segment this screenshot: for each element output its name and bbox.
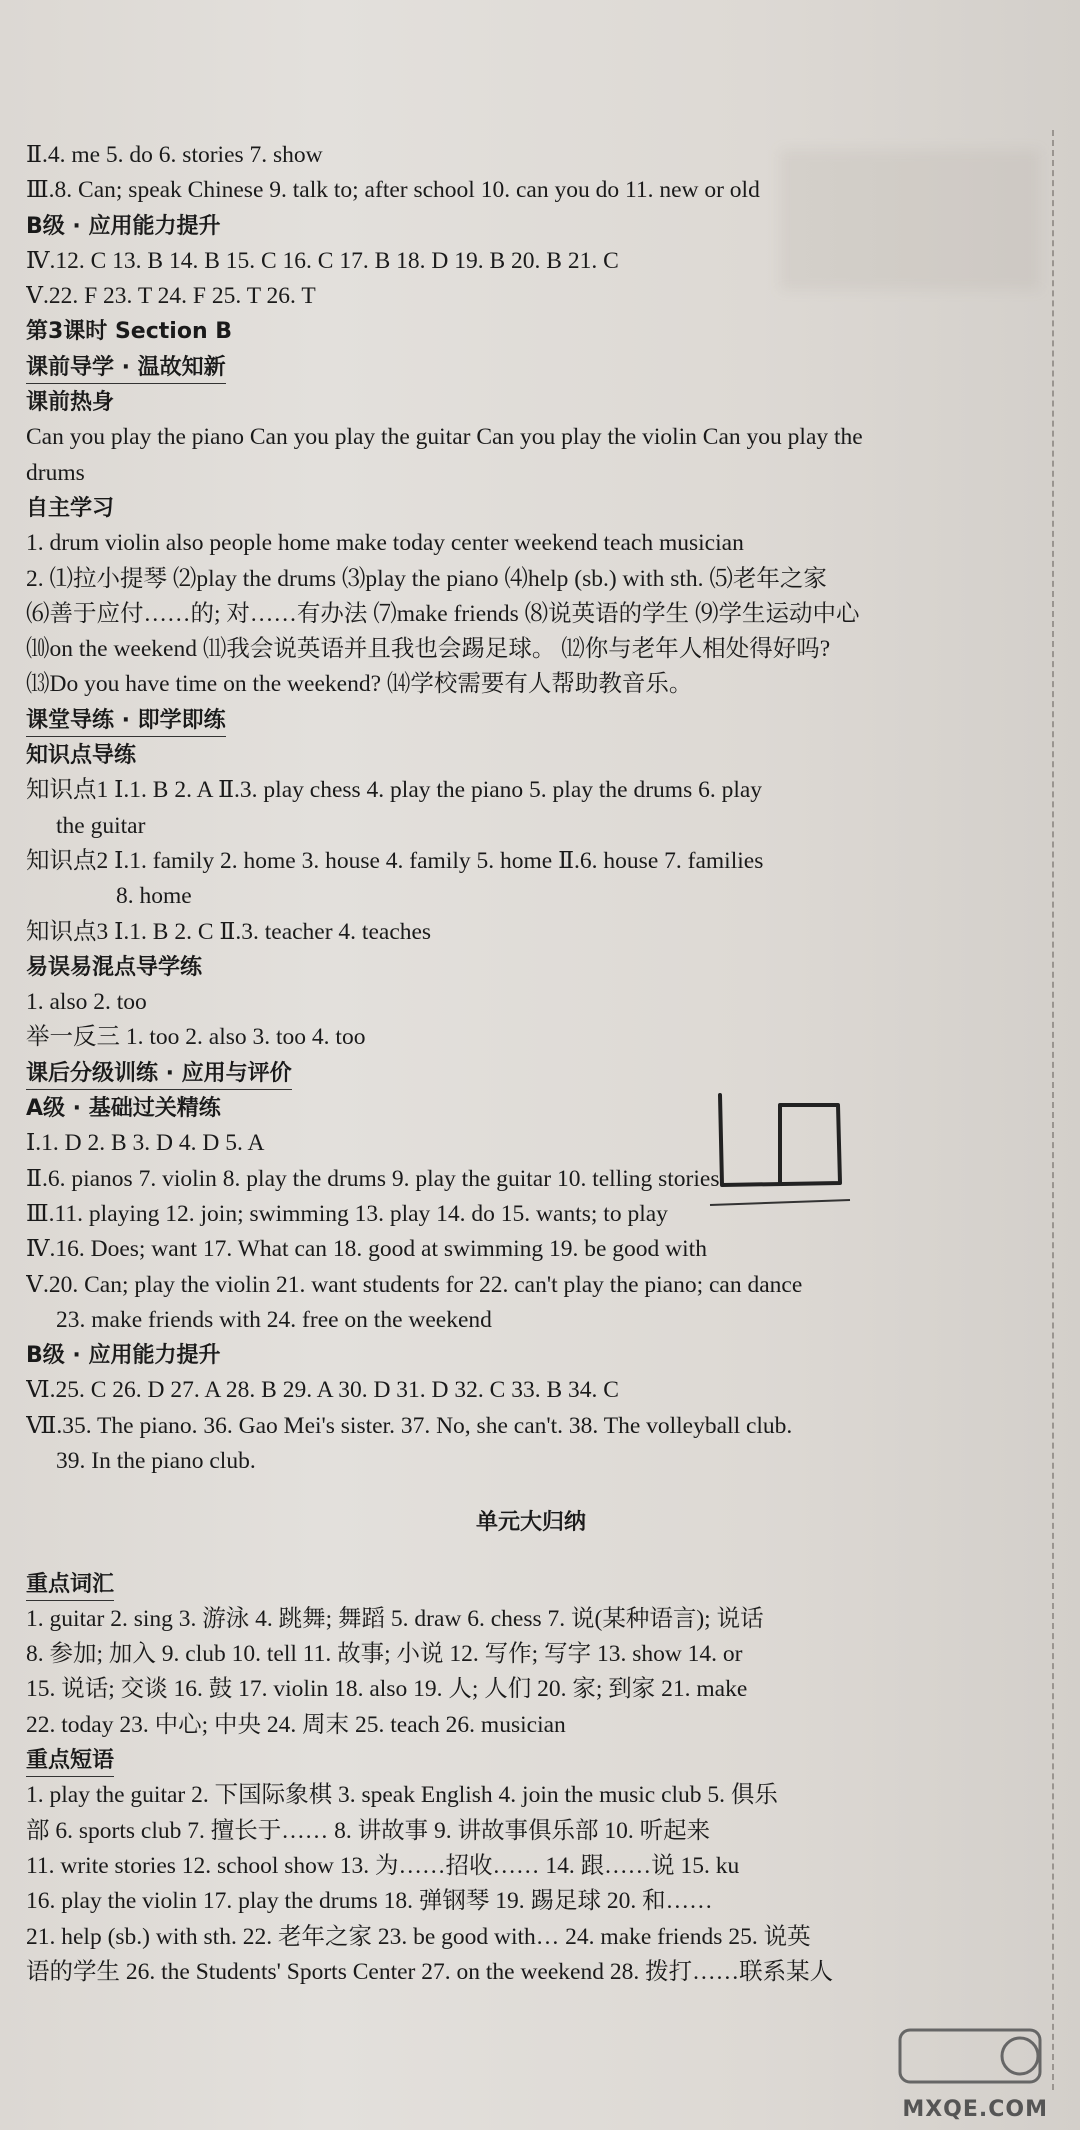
text-line (26, 703, 1036, 738)
text-line: 第3课时 Section B (26, 319, 233, 345)
section-heading: 课后分级训练 · 应用与评价 (26, 1059, 292, 1090)
text-line: Ⅲ.8. Can; speak Chinese 9. talk to; after school 10. can you do 11. new or old (26, 177, 760, 204)
text-line: Ⅶ.35. The piano. 36. Gao Mei's sister. 37. No, she can't. 38. The volleyball club. (26, 1412, 793, 1439)
section-heading: 重点短语 (26, 1746, 114, 1777)
text-line: Ⅳ.16. Does; want 17. What can 18. good at swimming 19. be good with (26, 1236, 707, 1263)
text-line: 单元大归纳 (475, 1510, 586, 1536)
text-line: 21. help (sb.) with sth. 22. 老年之家 23. be good with… 24. make friends 25. 说英 (26, 1923, 811, 1950)
section-heading: 重点词汇 (26, 1570, 114, 1601)
text-line: Ⅲ.11. playing 12. join; swimming 13. play 14. do 15. wants; to play (26, 1200, 668, 1227)
text-line: drums (26, 459, 85, 486)
text-line: Ⅰ.1. D 2. B 3. D 4. D 5. A (26, 1130, 265, 1157)
text-line: 1. drum violin also people home make today center weekend teach musician (26, 530, 744, 557)
text-line: 23. make friends with 24. free on the weekend (56, 1306, 492, 1333)
text-line: Can you play the piano Can you play the guitar Can you play the violin Can you play the (26, 424, 863, 451)
section-heading: 课前导学 · 温故知新 (26, 353, 226, 384)
text-line: 8. home (116, 883, 192, 910)
text-line (26, 1567, 1036, 1602)
text-line: 知识点导练 (26, 743, 137, 769)
text-line: 16. play the violin 17. play the drums 18. 弹钢琴 19. 踢足球 20. 和…… (26, 1888, 713, 1915)
text-line (26, 350, 1036, 385)
text-line: 易误易混点导学练 (26, 954, 203, 980)
text-line: Ⅱ.6. pianos 7. violin 8. play the drums 9. play the guitar 10. telling stories (26, 1165, 720, 1192)
text-line: Ⅴ.22. F 23. T 24. F 25. T 26. T (26, 283, 316, 310)
text-line: B级 · 应用能力提升 (26, 1343, 221, 1369)
text-line: 39. In the piano club. (56, 1447, 256, 1474)
text-line: ⑹善于应付……的; 对……有办法 ⑺make friends ⑻说英语的学生 ⑼学生运动中心 (26, 600, 860, 627)
text-line: 22. today 23. 中心; 中央 24. 周末 25. teach 26. musician (26, 1711, 566, 1738)
text-line: 知识点1 Ⅰ.1. B 2. A Ⅱ.3. play chess 4. play the piano 5. play the drums 6. play (26, 777, 763, 804)
text-line: 语的学生 26. the Students' Sports Center 27. on the weekend 28. 拨打……联系某人 (26, 1958, 834, 1985)
text-line: ⒀Do you have time on the weekend? ⒁学校需要有人帮助教音乐。 (26, 671, 693, 698)
text-line: Ⅳ.12. C 13. B 14. B 15. C 16. C 17. B 18. D 19. B 20. B 21. C (26, 247, 619, 274)
text-line: A级 · 基础过关精练 (26, 1096, 221, 1122)
text-line: 知识点3 Ⅰ.1. B 2. C Ⅱ.3. teacher 4. teaches (26, 918, 432, 945)
text-line: 知识点2 Ⅰ.1. family 2. home 3. house 4. family 5. home Ⅱ.6. house 7. families (26, 847, 764, 874)
text-line: 课前热身 (26, 390, 115, 416)
text-line (26, 1743, 1036, 1778)
section-heading: 课堂导练 · 即学即练 (26, 706, 226, 737)
watermark-text: MXQE.COM (902, 2097, 1048, 2122)
text-line: 8. 参加; 加入 9. club 10. tell 11. 故事; 小说 12. 写作; 写字 13. show 14. or (26, 1641, 743, 1668)
text-line: 1. play the guitar 2. 下国际象棋 3. speak English 4. join the music club 5. 俱乐 (26, 1782, 778, 1809)
text-line: 举一反三 1. too 2. also 3. too 4. too (26, 1024, 366, 1051)
text-line: Ⅵ.25. C 26. D 27. A 28. B 29. A 30. D 31. D 32. C 33. B 34. C (26, 1377, 619, 1404)
text-line: 1. guitar 2. sing 3. 游泳 4. 跳舞; 舞蹈 5. draw 6. chess 7. 说(某种语言); 说话 (26, 1605, 764, 1632)
text-line: 自主学习 (26, 495, 115, 521)
text-line: the guitar (56, 812, 146, 839)
text-line: 1. also 2. too (26, 989, 147, 1016)
answer-content (26, 138, 1036, 1990)
text-line: 15. 说话; 交谈 16. 鼓 17. violin 18. also 19. 人; 人们 20. 家; 到家 21. make (26, 1676, 748, 1703)
text-line: Ⅴ.20. Can; play the violin 21. want students for 22. can't play the piano; can dance (26, 1271, 803, 1298)
text-line: ⑽on the weekend ⑾我会说英语并且我也会踢足球。 ⑿你与老年人相处得好吗? (26, 636, 831, 663)
text-line: Ⅱ.4. me 5. do 6. stories 7. show (26, 142, 323, 168)
text-line: 2. ⑴拉小提琴 ⑵play the drums ⑶play the piano ⑷help (sb.) with sth. ⑸老年之家 (26, 565, 827, 592)
handwritten-scribble (700, 1065, 860, 1215)
text-line: 11. write stories 12. school show 13. 为……招收…… 14. 跟……说 15. ku (26, 1852, 740, 1879)
page-edge-divider (1052, 130, 1054, 2090)
text-line (26, 1056, 1036, 1091)
text-line: 部 6. sports club 7. 擅长于…… 8. 讲故事 9. 讲故事俱乐部 10. 听起来 (26, 1817, 711, 1844)
text-line: B级 · 应用能力提升 (26, 213, 221, 239)
